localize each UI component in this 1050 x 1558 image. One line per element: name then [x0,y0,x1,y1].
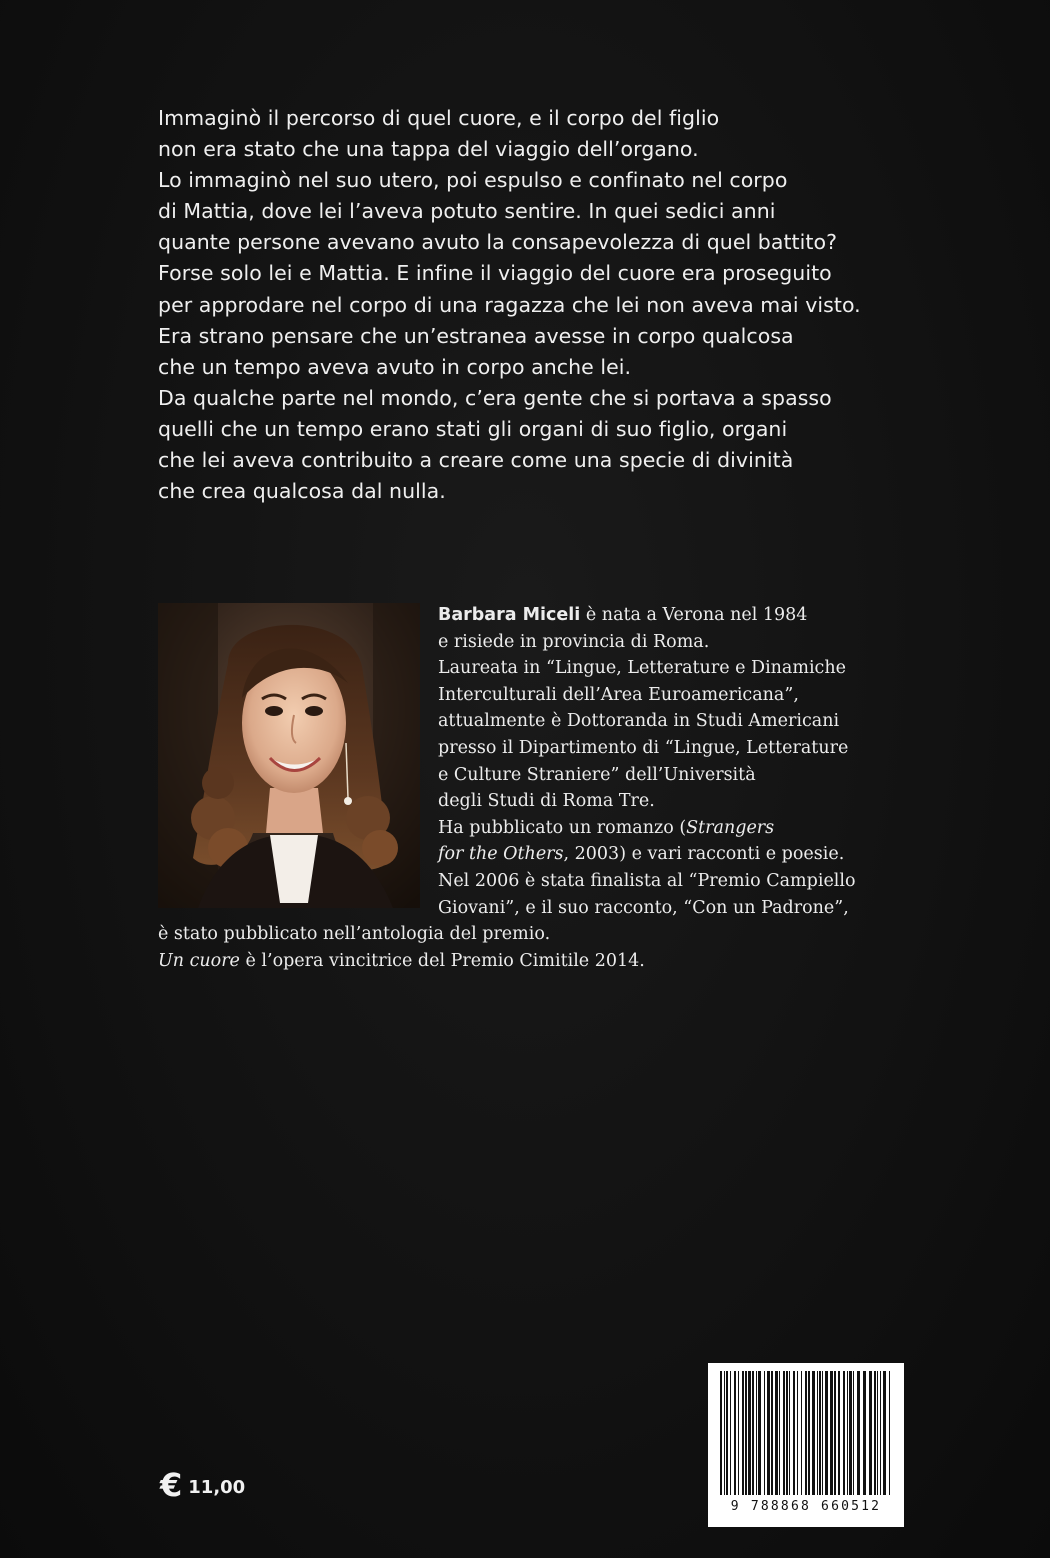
bio-line: Un cuore è l’opera vincitrice del Premio Cimitile 2014. [158,950,645,971]
barcode-bar [779,1371,780,1495]
bio-line: presso il Dipartimento di “Lingue, Letterature [438,737,849,758]
barcode-bar [745,1371,747,1495]
isbn-number: 9 788868 660512 [730,1499,882,1514]
barcode-bar [822,1371,823,1495]
barcode-bar [730,1371,731,1495]
barcode-bar [869,1371,872,1495]
barcode-bar [771,1371,773,1495]
barcode-bar [805,1371,807,1495]
barcode-bar [843,1371,845,1495]
barcode-bar [775,1371,778,1495]
bio-line: è stato pubblicato nell’antologia del premio. [158,924,551,945]
barcode-bar [847,1371,848,1495]
bio-line: for the Others, 2003) e vari racconti e poesie. [438,844,845,865]
barcode-bar [808,1371,810,1495]
euro-symbol: € [160,1466,183,1504]
barcode-bar [724,1371,725,1495]
barcode-bar [720,1371,722,1495]
barcode-bar [877,1371,878,1495]
barcode-bar [726,1371,728,1495]
barcode-bar [738,1371,739,1495]
barcode-bar [789,1371,790,1495]
bio-line: attualmente è Dottoranda in Studi Americani [438,711,840,732]
barcode-bar [819,1371,821,1495]
barcode-bar [849,1371,852,1495]
barcode-bar [786,1371,788,1495]
bio-line: Barbara Miceli è nata a Verona nel 1984 [438,605,808,625]
bio-line: degli Studi di Roma Tre. [438,791,655,812]
excerpt-line: non era stato che una tappa del viaggio dell’organo. [158,137,699,162]
barcode-bar [880,1371,881,1495]
barcode-bar [874,1371,876,1495]
excerpt-line: Da qualche parte nel mondo, c’era gente che si portava a spasso [158,385,832,410]
excerpt-line: quante persone avevano avuto la consapevolezza di quel battito? [158,230,837,255]
excerpt-line: per approdare nel corpo di una ragazza che lei non aveva mai visto. [158,292,861,317]
bio-line: Ha pubblicato un romanzo (Strangers [438,817,775,838]
barcode-bar [752,1371,754,1495]
barcode-bar [812,1371,815,1495]
bio-line: e Culture Straniere” dell’Università [438,764,756,785]
bio-line: Giovani”, e il suo racconto, “Con un Padrone”, [438,897,849,918]
excerpt-line: che un tempo aveva avuto in corpo anche lei. [158,354,632,379]
barcode-bar [838,1371,840,1495]
bio-line: Nel 2006 è stata finalista al “Premio Campiello [438,870,856,891]
barcode-bar [734,1371,736,1495]
bio-line: e risiede in provincia di Roma. [438,631,710,652]
excerpt-line: Lo immaginò nel suo utero, poi espulso e confinato nel corpo [158,168,788,193]
bio-line: Interculturali dell’Area Euroamericana”, [438,684,799,705]
excerpt-line: Immaginò il percorso di quel cuore, e il corpo del figlio [158,106,720,130]
barcode-bar [883,1371,886,1495]
barcode-bar [853,1371,854,1495]
author-name: Barbara Miceli [438,605,581,625]
barcode-bar [834,1371,836,1495]
barcode-bar [756,1371,757,1495]
barcode-bar [797,1371,798,1495]
barcode-bars [708,1363,904,1503]
barcode-bar [748,1371,751,1495]
excerpt-line: quelli che un tempo erano stati gli organi di suo figlio, organi [158,416,788,441]
excerpt-line: di Mattia, dove lei l’aveva potuto sentire. In quei sedici anni [158,199,776,224]
barcode-bar [793,1371,795,1495]
barcode-bar [857,1371,860,1495]
barcode-bar [889,1371,890,1495]
barcode-bar [764,1371,765,1495]
excerpt-line: che crea qualcosa dal nulla. [158,479,446,504]
excerpt-line: Era strano pensare che un’estranea avesse in corpo qualcosa [158,323,794,348]
barcode-bar [817,1371,818,1495]
bio-line: Laureata in “Lingue, Letterature e Dinamiche [438,658,846,679]
price-label [160,1466,245,1504]
barcode-bar [783,1371,785,1495]
excerpt-line: Forse solo lei e Mattia. E infine il viaggio del cuore era proseguito [158,261,832,286]
price-amount: 11,00 [188,1477,246,1498]
excerpt-line: che lei aveva contribuito a creare come una specie di divinità [158,448,794,473]
barcode-bar [863,1371,866,1495]
barcode-bar [830,1371,833,1495]
barcode-bar [825,1371,828,1495]
isbn-barcode [708,1363,904,1527]
barcode-bar [801,1371,802,1495]
barcode-bar [767,1371,770,1495]
author-bio [158,602,978,974]
barcode-bar [758,1371,761,1495]
barcode-bar [742,1371,744,1495]
excerpt-text [158,103,958,507]
